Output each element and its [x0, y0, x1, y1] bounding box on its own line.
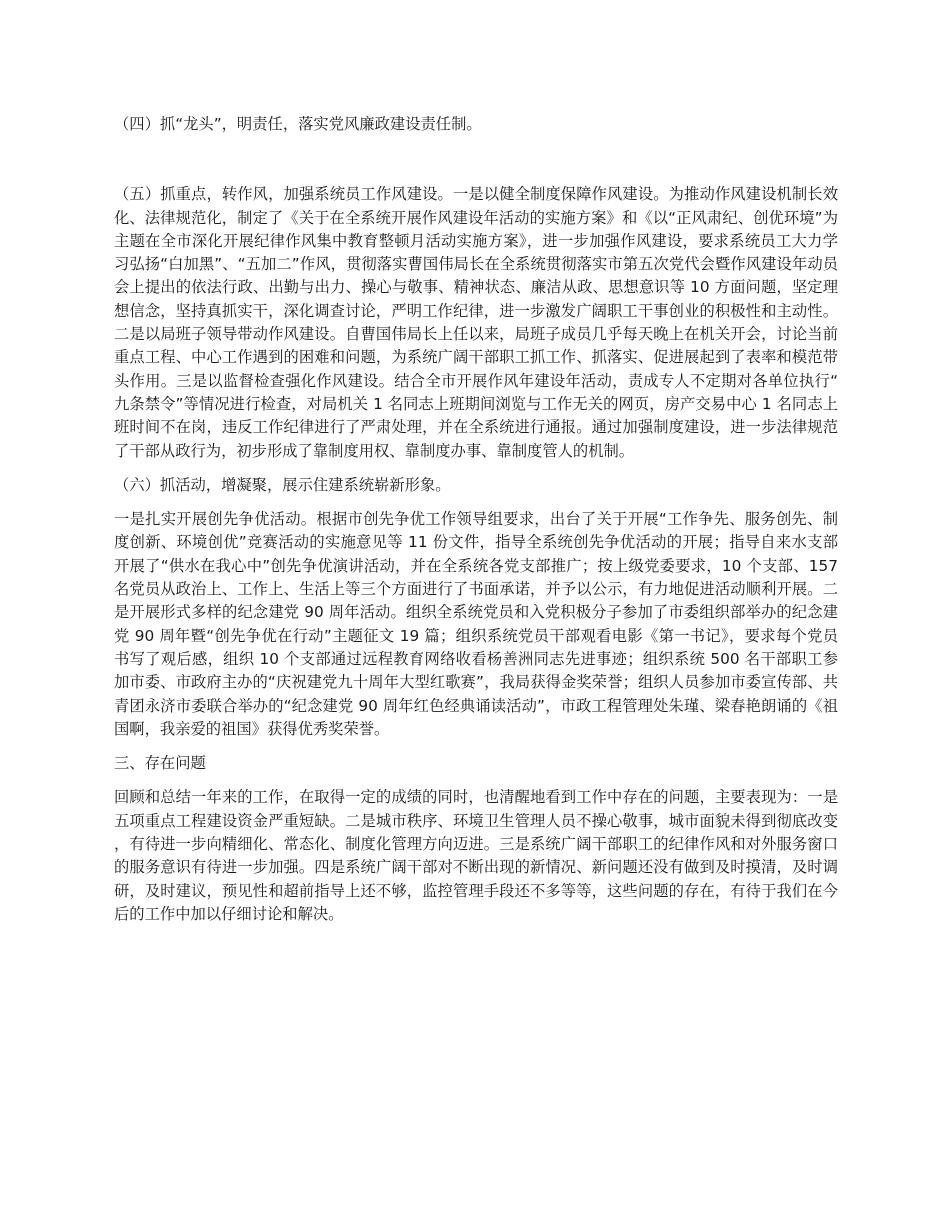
paragraph-activities: 一是扎实开展创先争优活动。根据市创先争优工作领导组要求，出台了关于开展“工作争先、服务创先、制度创新、环境创优”竞赛活动的实施意见等 11 份文件，指导全系统创先争优活动的开展；指导自来水支部开展了“供水在我心中”创先争优演讲活动，并在全系统各党支部推广；按上级党委要求，10 个支部、157 名党员从政治上、工作上、生活上等三个方面进行了书面承诺，并予以公示，有力地促进活动顺利开展。二是开展形式多样的纪念建党 90 周年活动。组织全系统党员和入党积极分子参加了市委组织部举办的纪念建党 90 周年暨“创先争优在行动”主题征文 19 篇；组织系统党员干部观看电影《第一书记》，要求每个党员书写了观后感，组织 10 个支部通过远程教育网络收看杨善洲同志先进事迹；组织系统 500 名干部职工参加市委、市政府主办的“庆祝建党九十周年大型红歌赛”，我局获得金奖荣誉；组织人员参加市委宣传部、共青团永济市委联合举办的“纪念建党 90 周年红色经典诵读活动”，市政工程管理处朱瑾、梁春艳朗诵的《祖国啊，我亲爱的祖国》获得优秀奖荣誉。 [114, 510, 838, 738]
paragraph-problems: 回顾和总结一年来的工作，在取得一定的成绩的同时，也清醒地看到工作中存在的问题，主要表现为：一是五项重点工程建设资金严重短缺。二是城市秩序、环境卫生管理人员不操心敬事，城市面貌未得到彻底改变，有待进一步向精细化、常态化、制度化管理方向迈进。三是系统广阔干部职工的纪律作风和对外服务窗口的服务意识有待进一步加强。四是系统广阔干部对不断出现的新情况、新问题还没有做到及时摸清，及时调研，及时建议，预见性和超前指导上还不够，监控管理手段还不多等等，这些问题的存在，有待于我们在今后的工作中加以仔细讨论和解决。 [114, 788, 838, 923]
paragraph-section-six-heading: （六）抓活动，增凝聚，展示住建系统崭新形象。 [114, 475, 451, 494]
paragraph-section-five: （五）抓重点，转作风，加强系统员工作风建设。一是以健全制度保障作风建设。为推动作风建设机制长效化、法律规范化，制定了《关于在全系统开展作风建设年活动的实施方案》和《以“正风肃纪、创优环境”为主题在全市深化开展纪律作风集中教育整顿月活动实施方案》，进一步加强作风建设，要求系统员工大力学习弘扬“白加黑”、“五加二”作风，贯彻落实曹国伟局长在全系统贯彻落实市第五次党代会暨作风建设年动员会上提出的依法行政、出勤与出力、操心与敬事、精神状态、廉洁从政、思想意识等 10 方面问题，坚定理想信念，坚持真抓实干，深化调查讨论，严明工作纪律，进一步激发广阔职工干事创业的积极性和主动性。二是以局班子领导带动作风建设。自曹国伟局长上任以来，局班子成员几乎每天晚上在机关开会，讨论当前重点工程、中心工作遇到的困难和问题，为系统广阔干部职工抓工作、抓落实、促进展起到了表率和模范带头作用。三是以监督检查强化作风建设。结合全市开展作风年建设年活动，责成专人不定期对各单位执行“九条禁令”等情况进行检查，对局机关 1 名同志上班期间浏览与工作无关的网页，房产交易中心 1 名同志上班时间不在岗，违反工作纪律进行了严肃处理，并在全系统进行通报。通过加强制度建设，进一步法律规范了干部从政行为，初步形成了靠制度用权、靠制度办事、靠制度管人的机制。 [114, 185, 838, 460]
paragraph-problems-heading: 三、存在问题 [114, 754, 206, 773]
paragraph-section-four-heading: （四）抓“龙头”，明责任，落实党风廉政建设责任制。 [114, 115, 482, 133]
document-body [114, 113, 838, 937]
